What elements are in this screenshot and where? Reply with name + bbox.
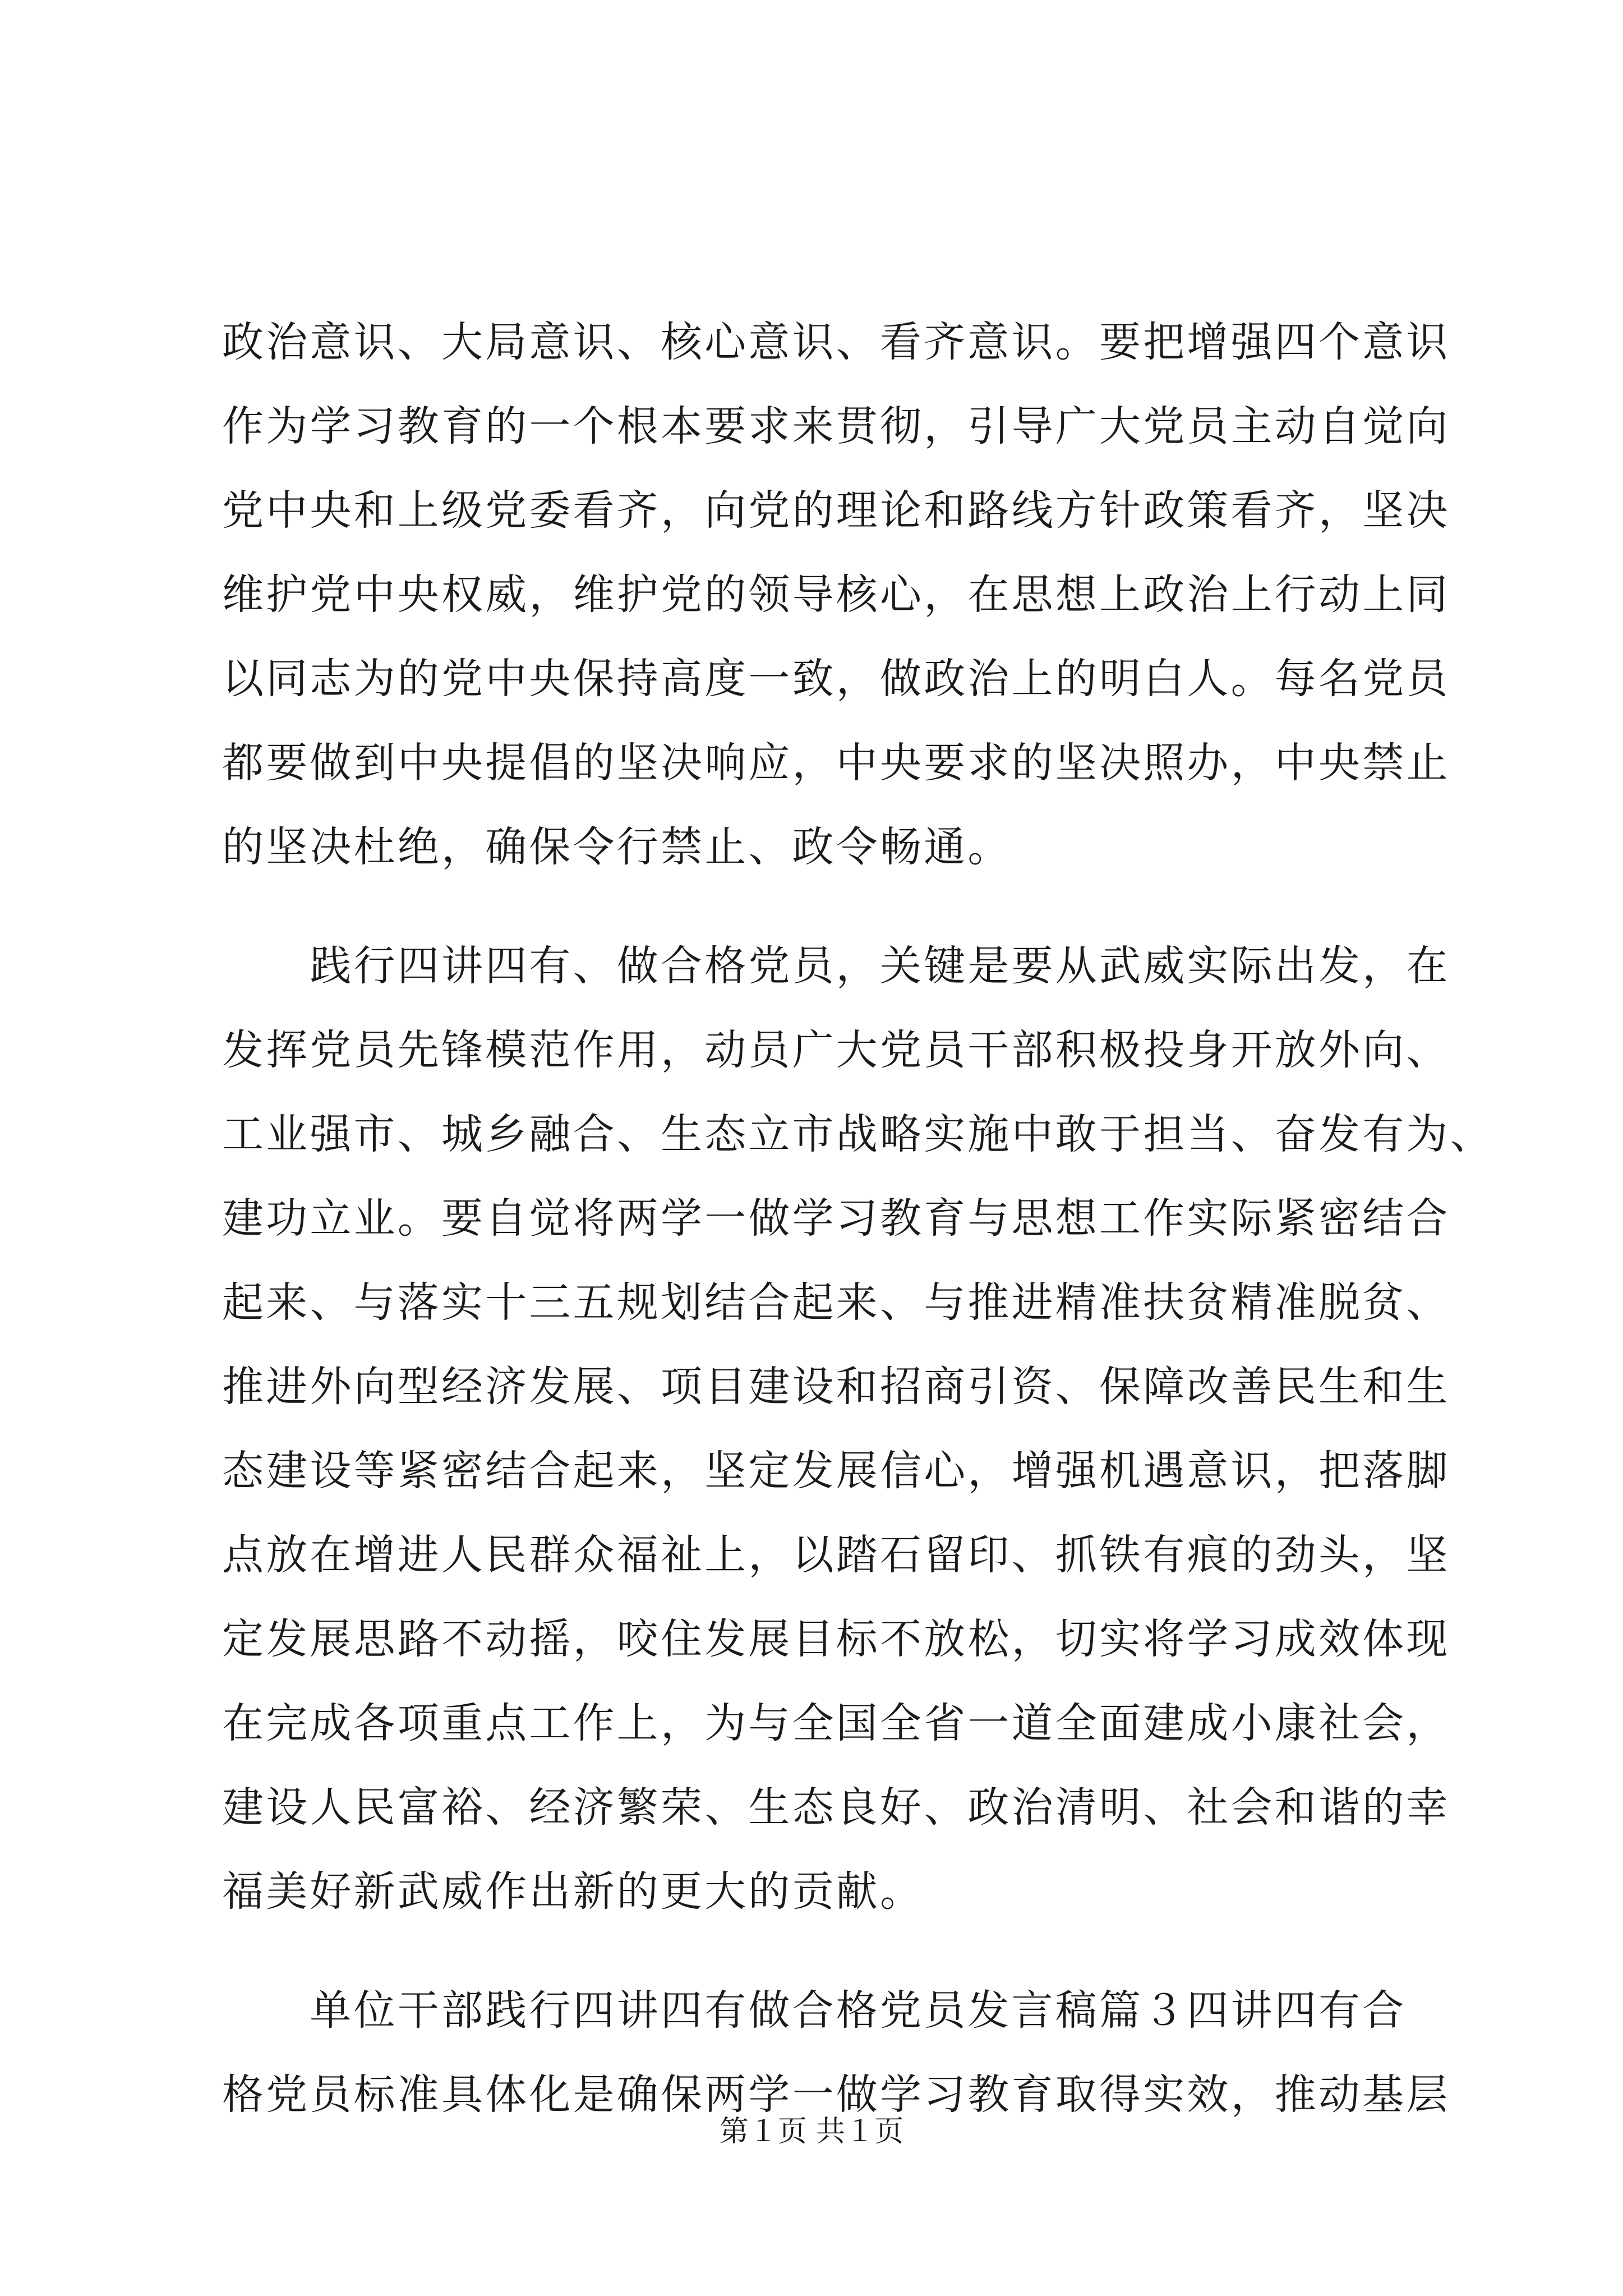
- text-line: 建功立业。要自觉将两学一做学习教育与思想工作实际紧密结合: [222, 1194, 1450, 1243]
- text-line: 维护党中央权威，维护党的领导核心，在思想上政治上行动上同: [222, 570, 1450, 619]
- text-line: 发挥党员先锋模范作用，动员广大党员干部积极投身开放外向、: [222, 1026, 1450, 1074]
- text-line: 福美好新武威作出新的更大的贡献。: [222, 1867, 924, 1916]
- text-line: 推进外向型经济发展、项目建设和招商引资、保障改善民生和生: [222, 1363, 1450, 1411]
- text-line: 党中央和上级党委看齐，向党的理论和路线方针政策看齐，坚决: [222, 486, 1450, 535]
- text-line: 态建设等紧密结合起来，坚定发展信心，增强机遇意识，把落脚: [222, 1447, 1450, 1495]
- page-footer: 第１页 共１页: [719, 2115, 904, 2148]
- paragraph-gap: [222, 1934, 1422, 1968]
- paragraph-gap: [222, 889, 1422, 924]
- text-line: 格党员标准具体化是确保两学一做学习教育取得实效，推动基层: [222, 2070, 1450, 2119]
- text-line: 定发展思路不动摇，咬住发展目标不放松，切实将学习成效体现: [222, 1615, 1450, 1663]
- text-line: 以同志为的党中央保持高度一致，做政治上的明白人。每名党员: [222, 655, 1450, 703]
- text-line: 起来、与落实十三五规划结合起来、与推进精准扶贫精准脱贫、: [222, 1278, 1450, 1327]
- text-line: 建设人民富裕、经济繁荣、生态良好、政治清明、社会和谐的幸: [222, 1783, 1450, 1832]
- text-line: 践行四讲四有、做合格党员，关键是要从武威实际出发，在: [222, 942, 1450, 990]
- text-line: 都要做到中央提倡的坚决响应，中央要求的坚决照办，中央禁止: [222, 739, 1450, 787]
- text-line: 的坚决杜绝，确保令行禁止、政令畅通。: [222, 823, 1012, 871]
- text-line: 政治意识、大局意识、核心意识、看齐意识。要把增强四个意识: [222, 318, 1450, 366]
- text-line: 点放在增进人民群众福祉上，以踏石留印、抓铁有痕的劲头，坚: [222, 1531, 1450, 1579]
- text-line: 在完成各项重点工作上，为与全国全省一道全面建成小康社会，: [222, 1699, 1450, 1747]
- document-body: [222, 300, 1494, 2137]
- text-line: 作为学习教育的一个根本要求来贯彻，引导广大党员主动自觉向: [222, 402, 1450, 450]
- text-line: 单位干部践行四讲四有做合格党员发言稿篇３四讲四有合: [222, 1986, 1407, 2035]
- text-line: 工业强市、城乡融合、生态立市战略实施中敢于担当、奋发有为、: [222, 1110, 1494, 1158]
